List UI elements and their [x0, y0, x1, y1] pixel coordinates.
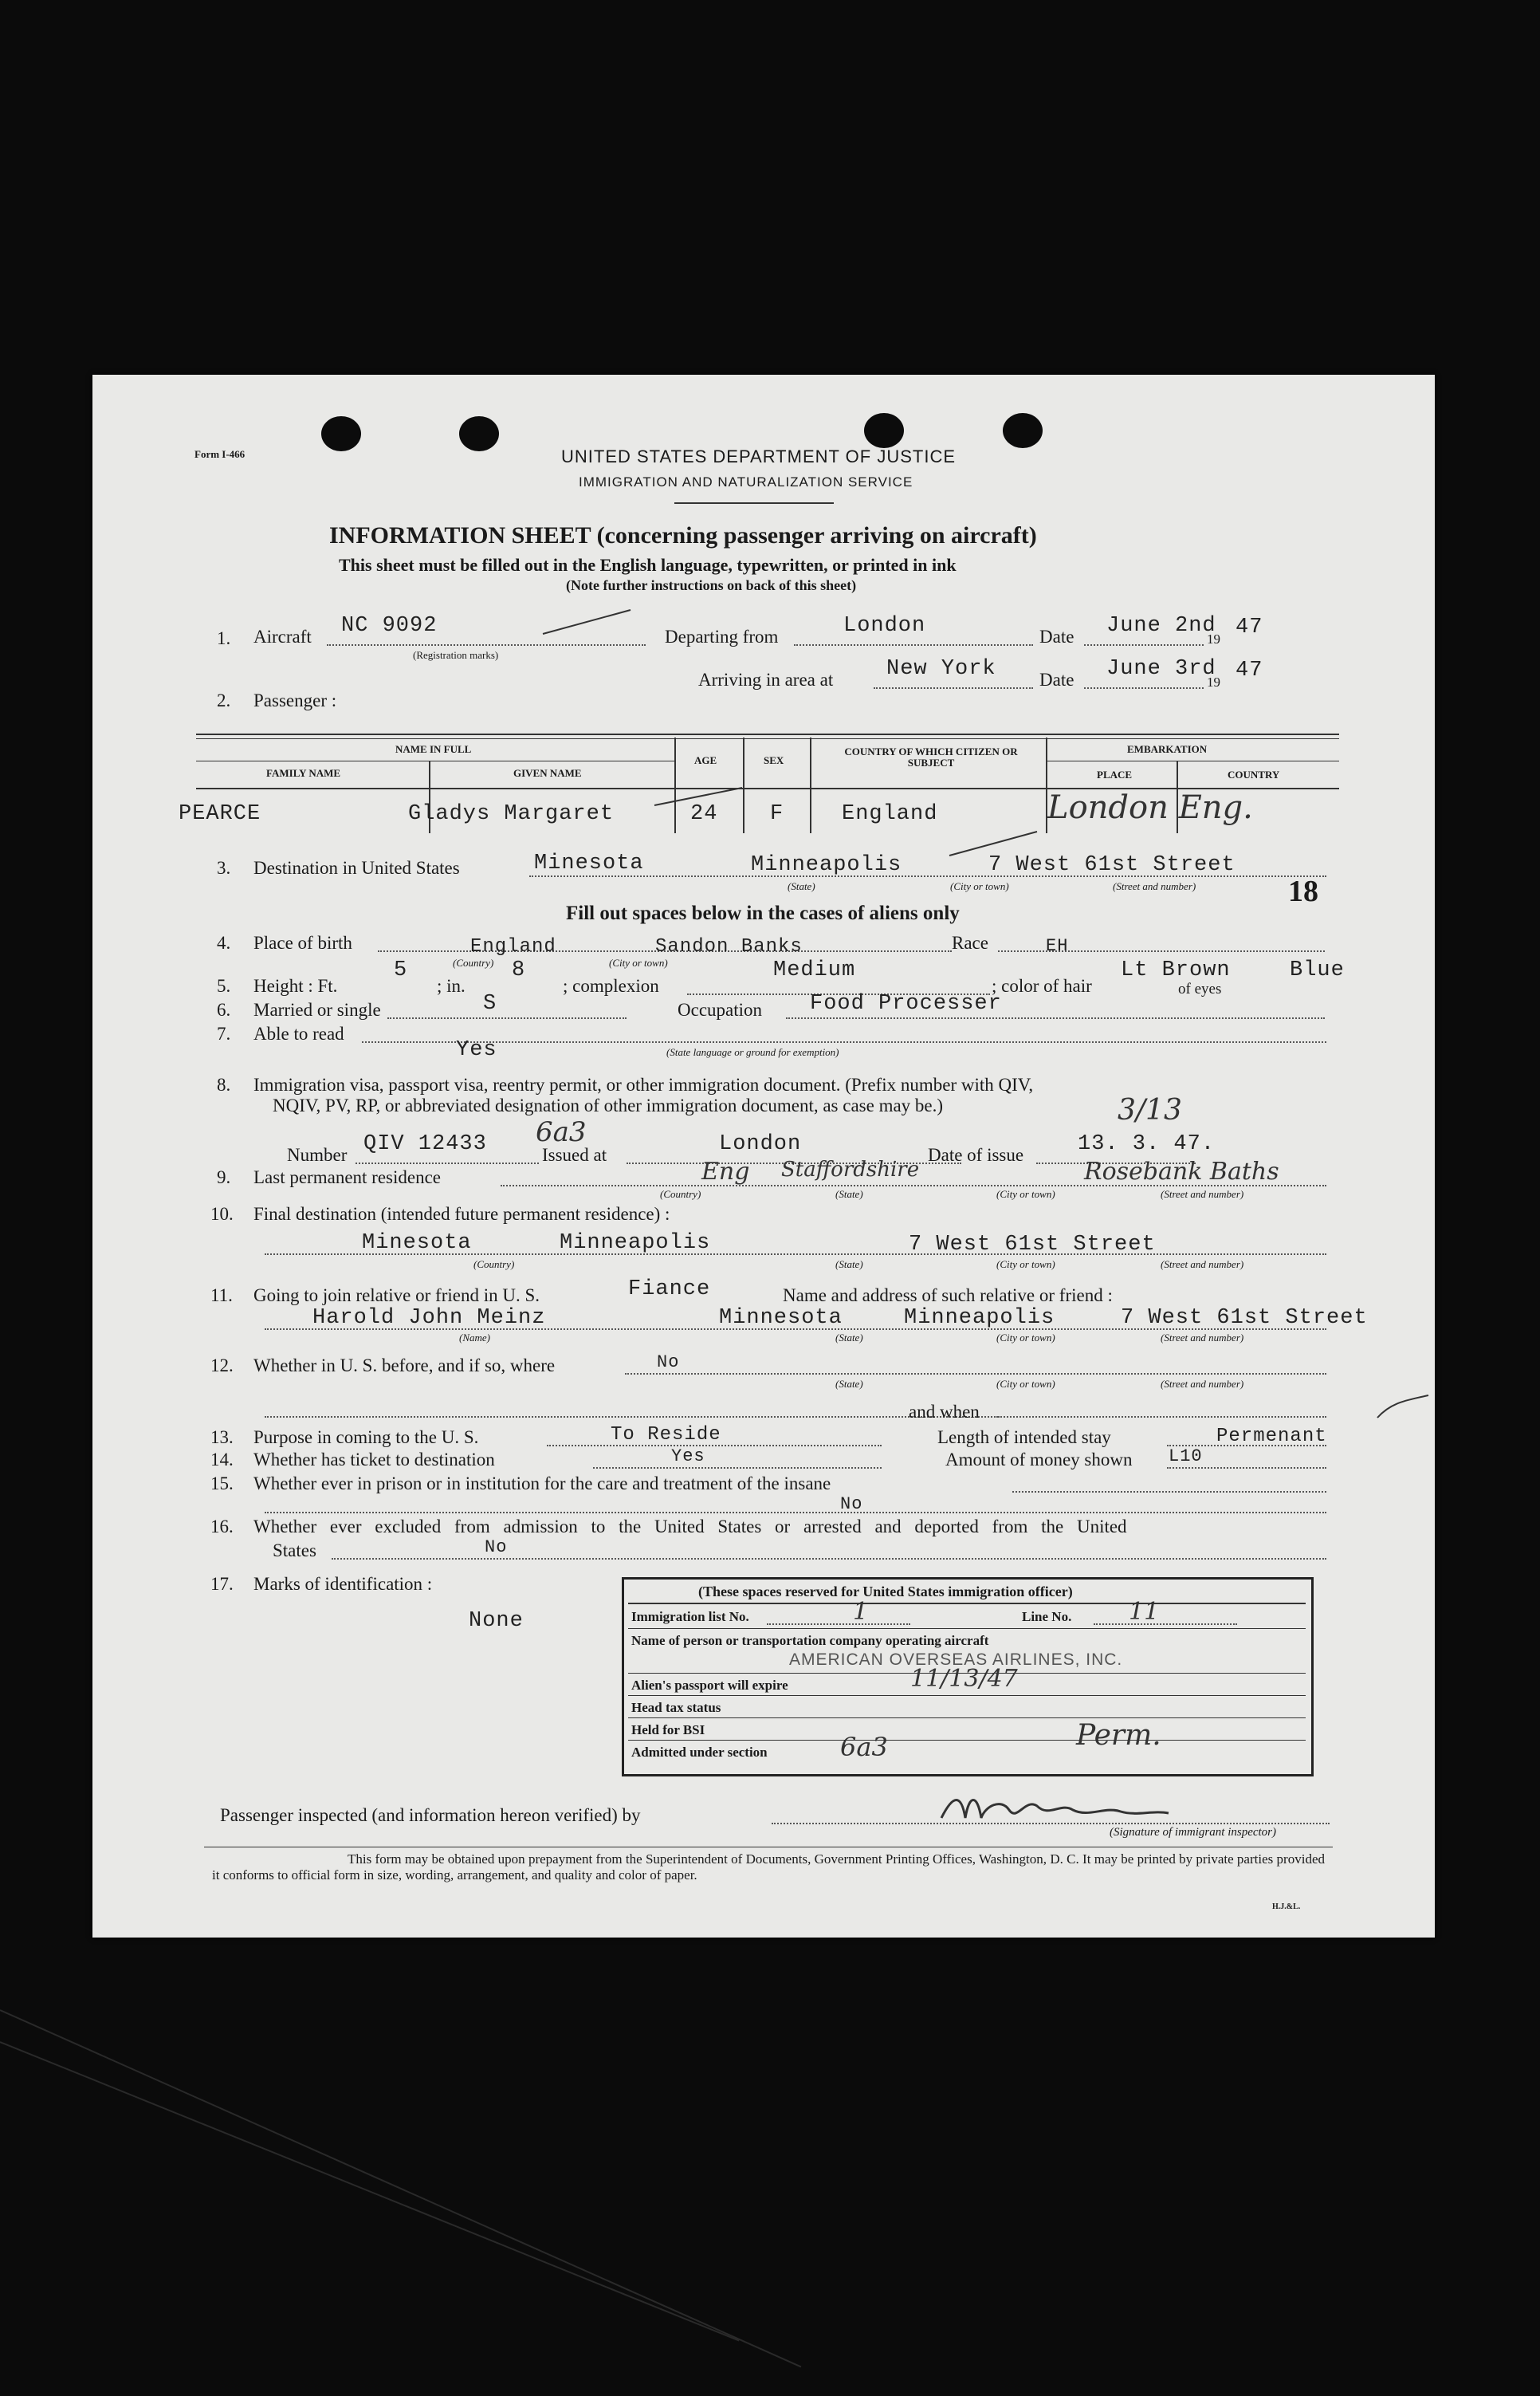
- box-rule: [628, 1695, 1306, 1696]
- table-rule: [196, 738, 1339, 739]
- line-label: Line No.: [1022, 1609, 1072, 1624]
- eyes-label: of eyes: [1178, 981, 1222, 997]
- caption-city: (City or town): [950, 880, 1009, 892]
- complexion-label: ; complexion: [563, 976, 659, 996]
- table-rule: [810, 738, 811, 833]
- caption-city: (City or town): [996, 1378, 1055, 1390]
- place-header: PLACE: [1097, 769, 1133, 781]
- height-ft: 5: [394, 958, 408, 982]
- departing-value: London: [843, 614, 926, 638]
- stay-label: Length of intended stay: [937, 1427, 1111, 1447]
- age-value: 24: [690, 802, 718, 826]
- item-number: 7.: [217, 1024, 231, 1044]
- visa-hand-note: 6a3: [536, 1116, 587, 1148]
- item-number: 4.: [217, 933, 231, 953]
- dotted-line: [794, 644, 1033, 646]
- inspection-caption: (Signature of immigrant inspector): [1110, 1826, 1277, 1839]
- box-rule: [628, 1717, 1306, 1718]
- destination-city: Minneapolis: [751, 853, 902, 877]
- excluded-label-2: States: [273, 1540, 316, 1560]
- item-number: 16.: [210, 1517, 234, 1536]
- occupation-label: Occupation: [678, 1000, 763, 1020]
- aircraft-label: Aircraft: [253, 627, 312, 647]
- given-name-header: GIVEN NAME: [513, 767, 582, 779]
- dotted-line: [332, 1558, 1326, 1560]
- departing-year: 47: [1236, 616, 1263, 639]
- date-label: Date: [1039, 670, 1074, 690]
- admitted-value: 6a3: [840, 1732, 888, 1762]
- passenger-label: Passenger :: [253, 690, 337, 710]
- dotted-line: [1094, 1623, 1237, 1625]
- caption-city: (City or town): [609, 957, 668, 969]
- height-in-label: ; in.: [437, 976, 466, 996]
- prison-value: No: [840, 1494, 863, 1514]
- caption-street: (Street and number): [1161, 1258, 1244, 1270]
- birthplace-label: Place of birth: [253, 933, 352, 953]
- caption-city: (City or town): [996, 1258, 1055, 1270]
- operator-label: Name of person or transportation company operating aircraft: [631, 1633, 989, 1648]
- ticket-label: Whether has ticket to destination: [253, 1450, 495, 1469]
- dotted-line: [1167, 1467, 1326, 1469]
- family-name-value: PEARCE: [179, 802, 261, 826]
- dotted-line: [327, 644, 646, 646]
- dotted-line: [356, 1163, 539, 1164]
- ticket-value: Yes: [671, 1446, 705, 1466]
- departing-date: June 2nd: [1106, 614, 1216, 638]
- caption-street: (Street and number): [1161, 1378, 1244, 1390]
- and-when-label: and when: [909, 1402, 980, 1422]
- hand-date-note: 3/13: [1118, 1094, 1182, 1127]
- item-number: 10.: [210, 1204, 234, 1224]
- information-sheet: [92, 375, 1435, 1938]
- table-rule: [196, 734, 1339, 735]
- line-value: 11: [1129, 1598, 1160, 1626]
- join-label: Going to join relative or friend in U. S.: [253, 1285, 540, 1305]
- arriving-label: Arriving in area at: [698, 670, 834, 690]
- final-destination-label: Final destination (intended future permanent residence) :: [253, 1204, 670, 1224]
- officer-box-title: (These spaces reserved for United States immigration officer): [698, 1584, 1073, 1599]
- relation-value: Fiance: [628, 1277, 711, 1301]
- sex-value: F: [770, 802, 784, 826]
- passport-label: Alien's passport will expire: [631, 1678, 788, 1693]
- item-number: 12.: [210, 1355, 234, 1375]
- race-value: EH: [1046, 936, 1069, 956]
- occupation-value: Food Processer: [810, 992, 1002, 1016]
- country-value: England: [842, 802, 938, 826]
- marks-value: None: [469, 1609, 524, 1633]
- marital-label: Married or single: [253, 1000, 381, 1020]
- height-in: 8: [512, 958, 526, 982]
- given-name-value: Gladys Margaret: [408, 802, 615, 826]
- marital-value: S: [483, 992, 497, 1016]
- number-label: Number: [287, 1145, 348, 1165]
- item-number: 2.: [217, 690, 231, 710]
- issued-value: London: [719, 1132, 802, 1156]
- purpose-label: Purpose in coming to the U. S.: [253, 1427, 479, 1447]
- pen-mark: [945, 828, 1041, 860]
- residence-street: Rosebank Baths: [1084, 1158, 1279, 1186]
- page-number: 18: [1288, 875, 1318, 908]
- caption-state: (State): [788, 880, 815, 892]
- departing-label: Departing from: [665, 627, 779, 647]
- excluded-label: Whether ever excluded from admission to the United States or arrested and deported from the United: [253, 1517, 1127, 1536]
- list-value: 1: [853, 1598, 869, 1626]
- residence-country: Eng: [701, 1158, 750, 1186]
- name-address-label: Name and address of such relative or friend :: [783, 1285, 1113, 1305]
- aliens-only-header: Fill out spaces below in the cases of aliens only: [566, 903, 960, 924]
- punch-hole: [1003, 413, 1043, 448]
- year-prefix: 19: [1207, 631, 1220, 647]
- admitted-label: Admitted under section: [631, 1745, 768, 1760]
- excluded-value: No: [485, 1537, 508, 1557]
- punch-hole: [864, 413, 904, 448]
- bsi-label: Held for BSI: [631, 1722, 705, 1737]
- visa-number: QIV 12433: [363, 1132, 487, 1156]
- punch-hole: [459, 416, 499, 451]
- country-header: COUNTRY OF WHICH CITIZEN OR SUBJECT: [844, 746, 1018, 769]
- form-number: Form I-466: [194, 448, 246, 460]
- box-rule: [628, 1603, 1306, 1604]
- film-scratch: [0, 2009, 801, 2367]
- dotted-line: [387, 1017, 627, 1019]
- inspection-label: Passenger inspected (and information hereon verified) by: [220, 1805, 641, 1825]
- item-number: 6.: [217, 1000, 231, 1020]
- money-label: Amount of money shown: [945, 1450, 1133, 1469]
- caption-street: (Street and number): [1113, 880, 1196, 892]
- item-number: 8.: [217, 1075, 231, 1095]
- final-city: Minneapolis: [560, 1231, 711, 1255]
- caption-country: (Country): [473, 1258, 515, 1270]
- relative-city: Minneapolis: [904, 1306, 1055, 1330]
- sex-header: SEX: [764, 754, 784, 766]
- item-number: 11.: [210, 1285, 233, 1305]
- item-number: 3.: [217, 858, 231, 878]
- dotted-line: [625, 1373, 1326, 1375]
- item-number: 1.: [217, 628, 231, 648]
- pen-mark: [650, 781, 746, 813]
- date-issue-label: Date of issue: [928, 1145, 1024, 1165]
- box-rule: [628, 1628, 1306, 1629]
- dotted-line: [767, 1623, 910, 1625]
- read-label: Able to read: [253, 1024, 344, 1044]
- dotted-line: [362, 1041, 1326, 1043]
- punch-hole: [321, 416, 361, 451]
- family-name-header: FAMILY NAME: [266, 767, 341, 779]
- final-street: 7 West 61st Street: [909, 1233, 1156, 1257]
- caption-street: (Street and number): [1161, 1188, 1244, 1200]
- caption-country: (Country): [660, 1188, 701, 1200]
- embarkation-place-value: London Eng.: [1047, 789, 1253, 826]
- birth-country: England: [470, 936, 556, 958]
- arriving-date: June 3rd: [1106, 657, 1216, 681]
- department-heading: UNITED STATES DEPARTMENT OF JUSTICE: [561, 447, 957, 466]
- film-scratch: [0, 2041, 740, 2341]
- country-header-2: COUNTRY: [1228, 769, 1280, 781]
- date-issue-value: 13. 3. 47.: [1078, 1132, 1216, 1156]
- hair-value: Lt Brown: [1121, 958, 1231, 982]
- form-note: (Note further instructions on back of this sheet): [566, 577, 857, 593]
- printer-mark: H.J.&L.: [1272, 1902, 1301, 1911]
- caption-city: (City or town): [996, 1188, 1055, 1200]
- caption-country: (Country): [453, 957, 494, 969]
- residence-state: Staffordshire: [781, 1158, 920, 1182]
- pen-mark: [1376, 1394, 1432, 1426]
- complexion-value: Medium: [773, 958, 856, 982]
- year-prefix: 19: [1207, 675, 1220, 690]
- before-value: No: [657, 1352, 680, 1372]
- caption-street: (Street and number): [1161, 1332, 1244, 1344]
- item-number: 15.: [210, 1473, 234, 1493]
- item-number: 14.: [210, 1450, 234, 1469]
- list-label: Immigration list No.: [631, 1609, 749, 1624]
- dotted-line: [1012, 1491, 1326, 1493]
- purpose-value: To Reside: [611, 1424, 721, 1446]
- destination-label: Destination in United States: [253, 858, 460, 878]
- dotted-line: [265, 1416, 998, 1418]
- item-number: 5.: [217, 976, 231, 996]
- age-header: AGE: [694, 754, 717, 766]
- caption-name: (Name): [459, 1332, 490, 1344]
- pen-mark: [539, 606, 634, 638]
- registration-caption: (Registration marks): [413, 649, 499, 661]
- arriving-year: 47: [1236, 659, 1263, 683]
- box-rule: [628, 1740, 1306, 1741]
- destination-state: Minesota: [534, 852, 644, 875]
- relative-name: Harold John Meinz: [312, 1306, 546, 1330]
- admitted-note: Perm.: [1076, 1719, 1161, 1752]
- dotted-line: [998, 1416, 1326, 1418]
- destination-street: 7 West 61st Street: [988, 853, 1236, 877]
- stay-value: Permenant: [1216, 1426, 1327, 1447]
- arriving-value: New York: [886, 657, 996, 681]
- issued-label: Issued at: [542, 1145, 607, 1165]
- read-caption: (State language or ground for exemption): [666, 1046, 839, 1058]
- relative-state: Minnesota: [719, 1306, 843, 1330]
- dotted-line: [1084, 687, 1204, 689]
- money-value: L10: [1169, 1446, 1203, 1466]
- residence-label: Last permanent residence: [253, 1167, 441, 1187]
- race-label: Race: [952, 933, 988, 953]
- item-number: 9.: [217, 1167, 231, 1187]
- dotted-line: [786, 1017, 1325, 1019]
- dotted-line: [593, 1467, 882, 1469]
- caption-city: (City or town): [996, 1332, 1055, 1344]
- dotted-line: [874, 687, 1033, 689]
- hair-label: ; color of hair: [992, 976, 1092, 996]
- caption-state: (State): [835, 1378, 863, 1390]
- caption-state: (State): [835, 1188, 863, 1200]
- passport-value: 11/13/47: [910, 1665, 1018, 1693]
- caption-state: (State): [835, 1258, 863, 1270]
- operator-stamp: AMERICAN OVERSEAS AIRLINES, INC.: [789, 1650, 1123, 1669]
- dotted-line: [1084, 644, 1204, 646]
- header-rule: [674, 502, 834, 504]
- form-title: INFORMATION SHEET (concerning passenger arriving on aircraft): [329, 522, 1037, 549]
- height-label: Height : Ft.: [253, 976, 338, 996]
- eyes-value: Blue: [1290, 958, 1345, 982]
- before-label: Whether in U. S. before, and if so, where: [253, 1355, 556, 1375]
- service-heading: IMMIGRATION AND NATURALIZATION SERVICE: [579, 474, 913, 490]
- prison-label: Whether ever in prison or in institution for the care and treatment of the insane: [253, 1473, 831, 1493]
- item-number: 17.: [210, 1574, 234, 1594]
- relative-street: 7 West 61st Street: [1121, 1306, 1368, 1330]
- dotted-line: [265, 1512, 1326, 1513]
- visa-text-2: NQIV, PV, RP, or abbreviated designation of other immigration document, as case may be.): [273, 1096, 944, 1115]
- final-country: Minesota: [362, 1231, 472, 1255]
- form-instruction: This sheet must be filled out in the English language, typewritten, or printed in ink: [339, 555, 957, 575]
- visa-text-1: Immigration visa, passport visa, reentry permit, or other immigration document. (Prefix number with QIV,: [253, 1075, 1034, 1095]
- aircraft-value: NC 9092: [341, 614, 438, 638]
- caption-state: (State): [835, 1332, 863, 1344]
- embarkation-header: EMBARKATION: [1127, 743, 1208, 755]
- name-in-full-header: NAME IN FULL: [395, 743, 472, 755]
- footer-text: This form may be obtained upon prepayment from the Superintendent of Documents, Government Printing Offices, Washington, D. C. It may be printed by private parties provided it conforms to official form in size, wording, arrangement, and quality and color of paper.: [212, 1851, 1325, 1883]
- item-number: 13.: [210, 1427, 234, 1447]
- headtax-label: Head tax status: [631, 1700, 721, 1715]
- read-value: Yes: [456, 1038, 497, 1062]
- marks-label: Marks of identification :: [253, 1574, 433, 1594]
- birth-city: Sandon Banks: [655, 936, 803, 958]
- date-label: Date: [1039, 627, 1074, 647]
